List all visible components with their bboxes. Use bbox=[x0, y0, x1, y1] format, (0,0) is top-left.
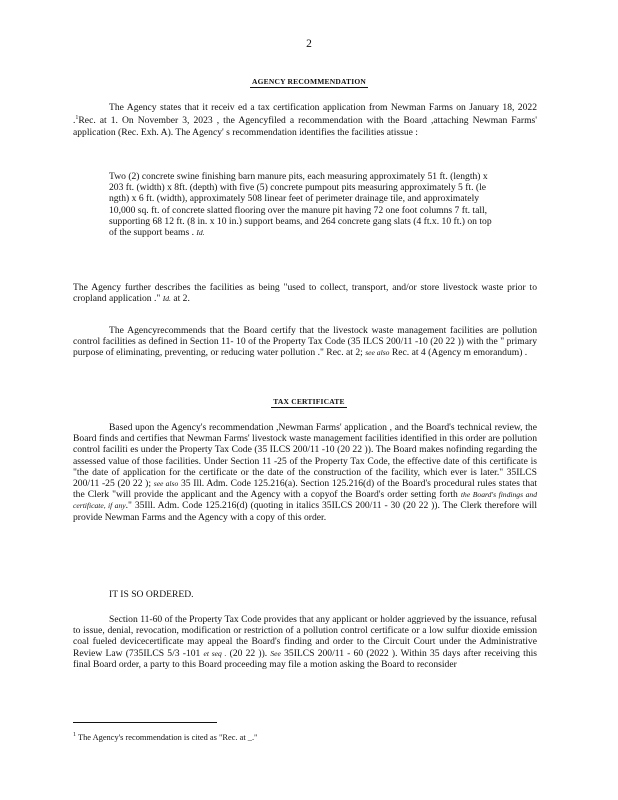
p6-signal: See bbox=[270, 648, 281, 658]
p5-signal: see also bbox=[153, 479, 179, 489]
so-ordered-line: IT IS SO ORDERED. bbox=[109, 589, 194, 600]
p5-text-b: 35 Ill. Adm. Code 125.216(a). Section 125.216(d) of the Board's procedural rules states that the Clerk "will provide the applicant and the Agency with a copyof the Board's order setting forth bbox=[73, 478, 537, 501]
page-number: 2 bbox=[306, 38, 312, 50]
p1-text-b: Rec. at 1. On November 3, 2023 , the Agencyfiled a recommendation with the Board ,attaching Newman Farms' application (Rec. Exh. A). The Agency' s recommendation identifies the facilities atissue : bbox=[73, 115, 537, 138]
p4-text-a: The Agencyrecommends that the Board certify that the livestock waste management facilities are pollution control facilities as defined in Section 11- 10 of the Property Tax Code (35 ILCS 200/11 -10 (20 22 )) with the " primary purpose of eliminating, preventing, or reducing water pollution ." Rec. at 2; bbox=[73, 325, 537, 359]
p3-text-b: at 2. bbox=[173, 293, 190, 305]
paragraph-appeal-rights bbox=[73, 614, 537, 670]
p3-text-a: The Agency further describes the facilities as being "used to collect, transport, and/or store livestock waste prior to cropland application ." bbox=[73, 282, 537, 305]
p6-text-b: (20 22 )). bbox=[229, 647, 268, 659]
footnote-1 bbox=[73, 732, 257, 742]
p1-text-a: The Agency states that it receiv ed a tax certification application from Newman Farms on January 18, 2022 . bbox=[73, 102, 537, 127]
footnote-ref-1: 1 bbox=[75, 115, 79, 122]
paragraph-agency-statement bbox=[73, 102, 537, 138]
p6-text-c: 35ILCS 200/11 - 60 (2022 ). Within 35 days after receiving this final Board order, a party to this Board proceeding may file a motion asking the Board to reconsider bbox=[73, 647, 538, 670]
paragraph-agency-recommends bbox=[73, 325, 537, 359]
heading-tax-text: TAX CERTIFICATE bbox=[273, 397, 345, 406]
heading-agency-text: AGENCY RECOMMENDATION bbox=[252, 77, 366, 86]
p3-citation: Id. bbox=[162, 294, 171, 304]
heading-agency-recommendation bbox=[0, 77, 618, 86]
p4-signal: see also bbox=[365, 348, 390, 358]
paragraph-board-findings bbox=[73, 422, 537, 523]
p6-text-a: Section 11-60 of the Property Tax Code provides that any applicant or holder aggrieved by the issuance, refusal to issue, denial, revocation, modification or restriction of a pollution control certificate or a low sulfur dioxide emission coal fueled devicecertificate may appeal the Board's finding and order to the Circuit Court under the Administrative Review Law (735ILCS 5/3 -101 bbox=[73, 614, 537, 659]
heading-tax-certificate bbox=[0, 397, 618, 406]
p2-text-a: Two (2) concrete swine finishing barn manure pits, each measuring approximately 51 ft. (length) x 203 ft. (width) x 8ft. (depth) with five (5) concrete pumpout pits measuring approximately 5 ft. (le ngth) x 6 ft. (width), approximately 508 linear feet of perimeter drainage tile, and approximately 10,000 sq. ft. of concrete slatted flooring over the manure pit having 72 one foot columns 7 ft. tall, supporting 68 12 ft. (8 in. x 10 in.) support beams, and 264 concrete gang slats (4 ft.x. 10 ft.) on top of the support beams . bbox=[109, 171, 492, 239]
p6-et-seq: et seq . bbox=[203, 648, 227, 658]
footnote-text: The Agency's recommendation is cited as "Rec. at _." bbox=[77, 732, 258, 742]
p5-text-a: Based upon the Agency's recommendation ,Newman Farms' application , and the Board's technical review, the Board finds and certifies that Newman Farms' livestock waste management facilities identified in this order are pollution control faciliti es under the Property Tax Code (35 ILCS 200/11 -10 (20 22 )). The Board makes nofinding regarding the assessed value of those facilities. Under Section 11 -25 of the Property Tax Code, the effective date of this certificate is "the date of application for the certificate or the date of the construction of the facility, which ever is later." 35ILCS 200/11 -25 (20 22 ); bbox=[73, 422, 537, 490]
paragraph-agency-describes bbox=[73, 282, 537, 304]
footnote-divider bbox=[73, 722, 217, 723]
blockquote-facilities bbox=[109, 171, 501, 238]
p4-text-b: Rec. at 4 (Agency m emorandum) . bbox=[391, 347, 528, 359]
p5-text-c: ." 35Ill. Adm. Code 125.216(d) (quoting in italics 35ILCS 200/11 - 30 (20 22 )). The Clerk therefore will provide Newman Farms and the Agency with a copy of this order. bbox=[73, 500, 537, 523]
p2-citation: Id. bbox=[196, 228, 205, 238]
p5-italic-quote: the Board's findings and certificate, if any bbox=[73, 490, 538, 511]
footnote-number: 1 bbox=[73, 732, 76, 738]
